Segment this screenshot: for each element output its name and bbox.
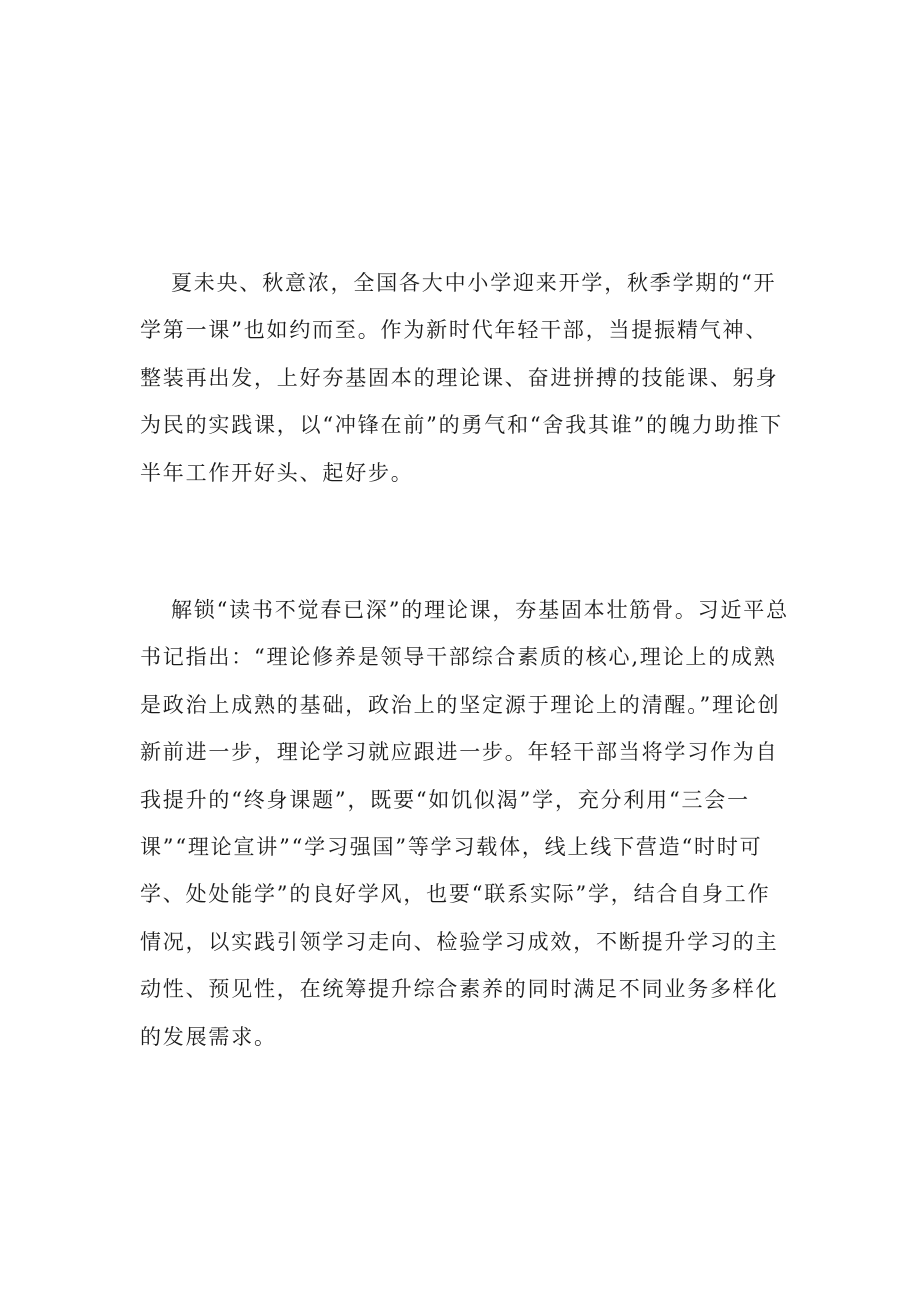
paragraph-theory-lesson: 解锁“读书不觉春已深”的理论课，夯基固本壮筋骨。习近平总书记指出：“理论修养是领导干部综合素质的核心,理论上的成熟是政治上成熟的基础，政治上的坚定源于理论上的清醒。”理论创新前进一步，理论学习就应跟进一步。年轻干部当将学习作为自我提升的“终身课题”，既要“如饥似渴”学，充分利用“三会一课”“理论宣讲”“学习强国”等学习载体，线上线下营造“时时可学、处处能学”的良好学风，也要“联系实际”学，结合自身工作情况，以实践引领学习走向、检验学习成效，不断提升学习的主动性、预见性，在统筹提升综合素养的同时满足不同业务多样化的发展需求。 xyxy=(140,598,789,1049)
paragraph-intro: 夏未央、秋意浓，全国各大中小学迎来开学，秋季学期的“开学第一课”也如约而至。作为新时代年轻干部，当提振精气神、整装再出发，上好夯基固本的理论课、奋进拼搏的技能课、躬身为民的实践课，以“冲锋在前”的勇气和“舍我其谁”的魄力助推下半年工作开好头、起好步。 xyxy=(140,271,783,485)
